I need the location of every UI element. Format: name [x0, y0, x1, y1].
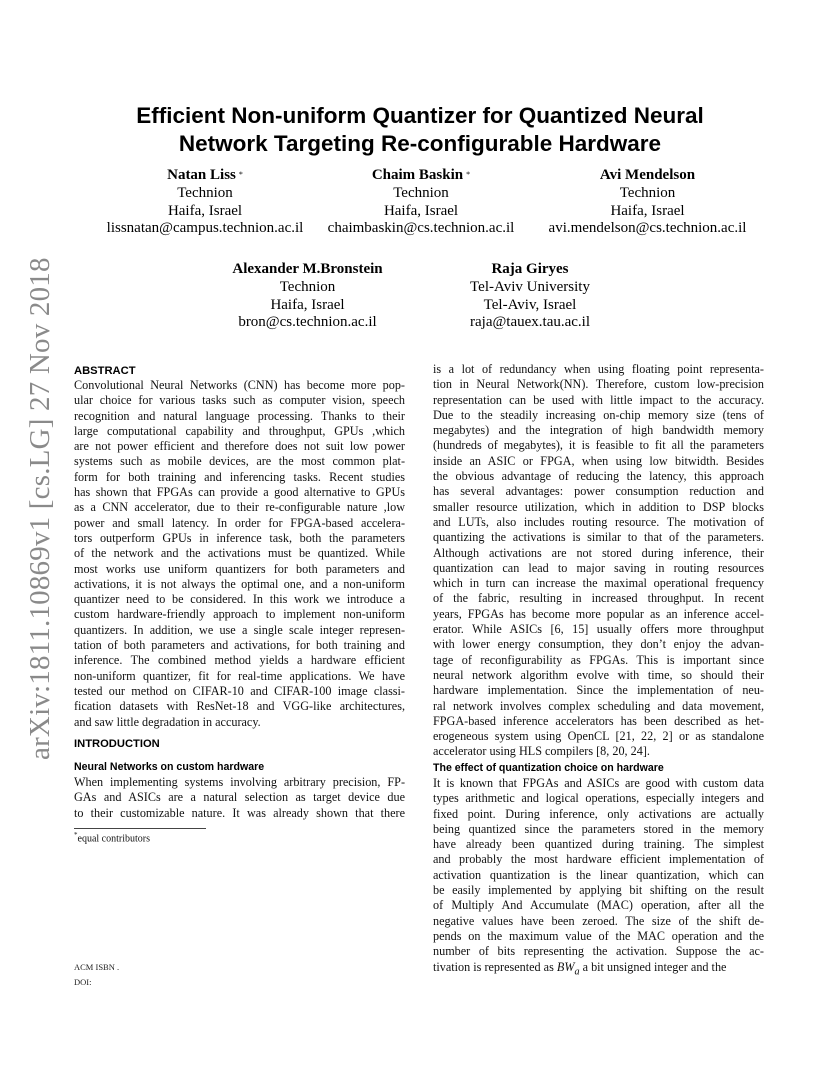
text-line: be easily implemented by applying bit shifting on the result [433, 883, 764, 898]
author-email[interactable]: raja@tauex.tau.ac.il [470, 314, 590, 331]
text-line: hardware implementation. Since the implementation of neu- [433, 683, 764, 698]
text-line: activations, it is not always the optimal one, and a non-uniform [74, 576, 405, 591]
text-line: of the fabric, resulting in increased throughput. In recent [433, 591, 764, 606]
text-line: quantization can lead to major saving in routing resources [433, 560, 764, 575]
text-line: quantizing the activations is similar to that of the parameters. [433, 530, 764, 545]
author-affiliation: Technion [177, 184, 233, 201]
text-line: tors outperform GPUs in inference task, both the parameters [74, 530, 405, 545]
text-line: accelerator using HLS compilers [8, 20, 24]. [433, 744, 650, 759]
text-line: power and small latency. In order for FPGA-based accelera- [74, 515, 405, 530]
text-line: systems such as mobile devices, are the most common plat- [74, 454, 405, 469]
text-line: smaller resource utilization, which in addition to DSP blocks [433, 499, 764, 514]
text-line: non-uniform quantizer, fit for real-time applications. We have [74, 668, 405, 683]
text-line: with lower energy consumption, they don’t enjoy the advan- [433, 637, 764, 652]
author-location: Haifa, Israel [610, 202, 685, 219]
author-mark: * [238, 170, 243, 179]
doi: DOI: [74, 977, 92, 987]
text-line: inside an ASIC or FPGA, when using low bitwidth. Besides [433, 453, 764, 468]
text-line: FPGA-based inference accelerators has been described as het- [433, 713, 764, 728]
text-line: has shown that FPGAs can provide a good alternative to GPUs [74, 485, 405, 500]
author-block [435, 261, 625, 332]
text-line: inference. The combined method yields a hardware efficient [74, 653, 405, 668]
text-line: erator. While ASICs [6, 15] usually offers more throughput [433, 622, 764, 637]
acm-isbn: ACM ISBN . [74, 962, 120, 972]
author-email[interactable]: lissnatan@campus.technion.ac.il [106, 220, 304, 237]
text-line: number of bits representing the activation. Suppose the ac- [433, 944, 764, 959]
text-line: (hundreds of megabytes), it is feasible to fit all the parameters [433, 438, 764, 453]
author-affiliation: Technion [279, 278, 336, 295]
text-line: When implementing systems involving arbitrary precision, FP- [74, 775, 405, 789]
right-column-body [433, 362, 764, 760]
text-line: Convolutional Neural Networks (CNN) has become more pop- [74, 378, 405, 392]
paper-title [100, 102, 740, 158]
text-line: custom hardware-friendly approach to implement non-uniform [74, 607, 405, 622]
text-line: pends on the maximum value of the MAC operation and the [433, 928, 764, 943]
text-line: fication datasets with ResNet-18 and VGG-like architectures, [74, 699, 405, 714]
author-block [90, 167, 320, 238]
text-line: tivation is represented as $BW_a$ a bit unsigned integer and the [433, 959, 727, 978]
acm-info [74, 960, 119, 990]
text-line: form for both training and inferencing tasks. Recent studies [74, 469, 405, 484]
footnote-rule [74, 828, 206, 829]
author-name: Avi Mendelson [599, 167, 696, 183]
author-email[interactable]: bron@cs.technion.ac.il [238, 314, 377, 331]
author-affiliation: Technion [619, 184, 676, 201]
text-line: tation of both parameters and activations, for both training and [74, 638, 405, 653]
author-email[interactable]: avi.mendelson@cs.technion.ac.il [548, 220, 747, 237]
text-line: to their customizable nature. It was already shown that there [74, 805, 405, 820]
text-line: the obvious advantage of reducing the latency, this approach [433, 469, 764, 484]
text-line: quantizer need to be considered. In this work we introduce a [74, 592, 405, 607]
math-bw: $BW_a$ [556, 959, 580, 978]
text-line: large computational capability and throughput, GPUs ,which [74, 423, 405, 438]
text-line: activation quantization is the linear quantization, which can [433, 867, 764, 882]
author-name: Natan Liss [167, 167, 236, 183]
author-name: Raja Giryes [491, 261, 569, 277]
author-name: Alexander M.Bronstein [232, 261, 383, 277]
text-line: representation can be used with little impact to the accuracy. [433, 392, 764, 407]
text-line: ular choice for various tasks such as computer vision, speech [74, 393, 405, 408]
text-line: and probably the most hardware efficient implementation of [433, 852, 764, 867]
text-line: fixed point. During inference, only activations are actually [433, 806, 764, 821]
author-email[interactable]: chaimbaskin@cs.technion.ac.il [327, 220, 515, 237]
text-line: GAs and ASICs are a natural selection as target device due [74, 790, 405, 805]
author-affiliation: Tel-Aviv University [470, 278, 590, 295]
abstract-heading: ABSTRACT [74, 365, 136, 377]
text-line: neural network algorithm evolve with time, so should their [433, 667, 764, 682]
text-line: types arithmetic and logical operations, especially integers and [433, 791, 764, 806]
text-line: megabytes) and the integration of high bandwidth memory [433, 423, 764, 438]
introduction-heading: INTRODUCTION [74, 738, 160, 750]
text-line: which in turn can increase the maximal operational frequency [433, 576, 764, 591]
text-line: is a lot of redundancy when using floating point representa- [433, 362, 764, 376]
author-affiliation: Technion [393, 184, 449, 201]
subsection-heading: The effect of quantization choice on hardware [433, 762, 664, 774]
text-line: and LUTs, also includes routing resource. The motivation of [433, 514, 764, 529]
text-line: have already been quantized during training. The simplest [433, 837, 764, 852]
author-location: Tel-Aviv, Israel [483, 296, 577, 313]
text-line: It is known that FPGAs and ASICs are good with custom data [433, 776, 764, 790]
effect-section-body [433, 776, 764, 960]
text-line: of the network and the activations must be quantized. While [74, 546, 405, 561]
text-line: tested our method on CIFAR-10 and CIFAR-100 image classi- [74, 683, 405, 698]
author-block [316, 167, 526, 238]
title-line-2: Network Targeting Re-configurable Hardware [178, 131, 662, 156]
text-line: has several advantages: power consumption reduction and [433, 484, 764, 499]
text-line: Due to the steadily increasing on-chip memory size (tens of [433, 407, 764, 422]
text-line: erogeneous system using OpenCL [21, 22, 2] or as standalone [433, 729, 764, 744]
text-line: ral network involves complex scheduling and data movement, [433, 698, 764, 713]
text-line: tion in Neural Network(NN). Therefore, custom low-precision [433, 377, 764, 392]
footnote-text: equal contributors [77, 833, 150, 845]
author-block [535, 167, 760, 238]
author-location: Haifa, Israel [167, 202, 243, 219]
text-line: being quantized since the parameters stored in the memory [433, 821, 764, 836]
author-location: Haifa, Israel [270, 296, 345, 313]
text-line: Although activations are not stored during inference, their [433, 545, 764, 560]
arxiv-stamp: arXiv:1811.10869v1 [cs.LG] 27 Nov 2018 [24, 257, 56, 760]
text-line: as a CNN accelerator, due to their re-configurable nature ,low [74, 500, 405, 515]
effect-section-last-line [433, 959, 764, 978]
footnote-mark: * [74, 831, 78, 839]
text-line: most works use uniform quantizers for both parameters and [74, 561, 405, 576]
text-line: recognition and natural language processing. Thanks to their [74, 408, 405, 423]
title-line-1: Efficient Non-uniform Quantizer for Quantized Neural [136, 103, 704, 128]
text-line: of Multiply And Accumulate (MAC) operation, after all the [433, 898, 764, 913]
author-mark: * [466, 170, 471, 179]
author-location: Haifa, Israel [383, 202, 459, 219]
text-line: tage of reconfigurability as FPGAs. This is important since [433, 652, 764, 667]
text-line: quantizers. In addition, we use a single scale integer represen- [74, 622, 405, 637]
author-block [205, 261, 410, 332]
text-line: and saw little degradation in accuracy. [74, 714, 261, 729]
text-line: years, FPGAs has become more popular as an inference accel- [433, 606, 764, 621]
introduction-body [74, 775, 405, 821]
text-line: negative values have been zeroed. The size of the shift de- [433, 913, 764, 928]
text-line: are not power efficient and therefore does not suit low power [74, 439, 405, 454]
author-name: Chaim Baskin [371, 167, 464, 183]
subsection-heading: Neural Networks on custom hardware [74, 761, 265, 773]
abstract-body [74, 378, 405, 730]
footnote [74, 831, 150, 844]
